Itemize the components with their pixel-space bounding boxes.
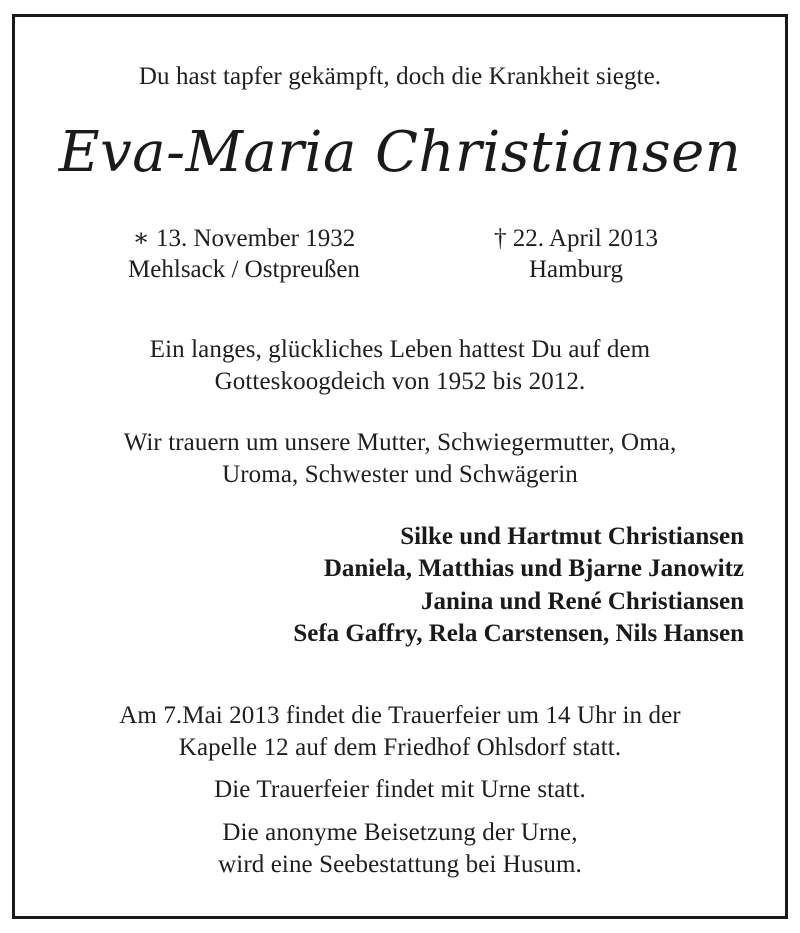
service-text-line: Kapelle 12 auf dem Friedhof Ohlsdorf statt.: [178, 734, 622, 761]
birth-date: ∗ 13. November 1932: [132, 225, 356, 252]
life-text-line: Ein langes, glückliches Leben hattest Du auf dem: [149, 336, 651, 363]
mourning-text-line: Uroma, Schwester und Schwägerin: [222, 461, 578, 488]
birth-place: Mehlsack / Ostpreußen: [128, 256, 360, 283]
burial-text-line: Die anonyme Beisetzung der Urne,: [222, 819, 578, 846]
mourner-name: Sefa Gaffry, Rela Carstensen, Nils Hansen: [293, 620, 744, 647]
service-text-line: Am 7.Mai 2013 findet die Trauerfeier um 14 Uhr in der: [119, 702, 681, 729]
mourner-name: Daniela, Matthias und Bjarne Janowitz: [323, 555, 744, 582]
urn-text: Die Trauerfeier findet mit Urne statt.: [214, 776, 586, 803]
mourning-text-line: Wir trauern um unsere Mutter, Schwiegermutter, Oma,: [123, 429, 677, 456]
life-text-line: Gotteskoogdeich von 1952 bis 2012.: [214, 368, 586, 395]
deceased-name: Eva-Maria Christiansen: [58, 120, 742, 185]
death-date: † 22. April 2013: [494, 225, 658, 252]
motto: Du hast tapfer gekämpft, doch die Krankheit siegte.: [138, 63, 662, 90]
mourner-name: Janina und René Christiansen: [421, 588, 744, 615]
burial-text-line: wird eine Seebestattung bei Husum.: [218, 851, 582, 878]
mourner-name: Silke und Hartmut Christiansen: [400, 523, 744, 550]
death-place: Hamburg: [529, 256, 623, 283]
